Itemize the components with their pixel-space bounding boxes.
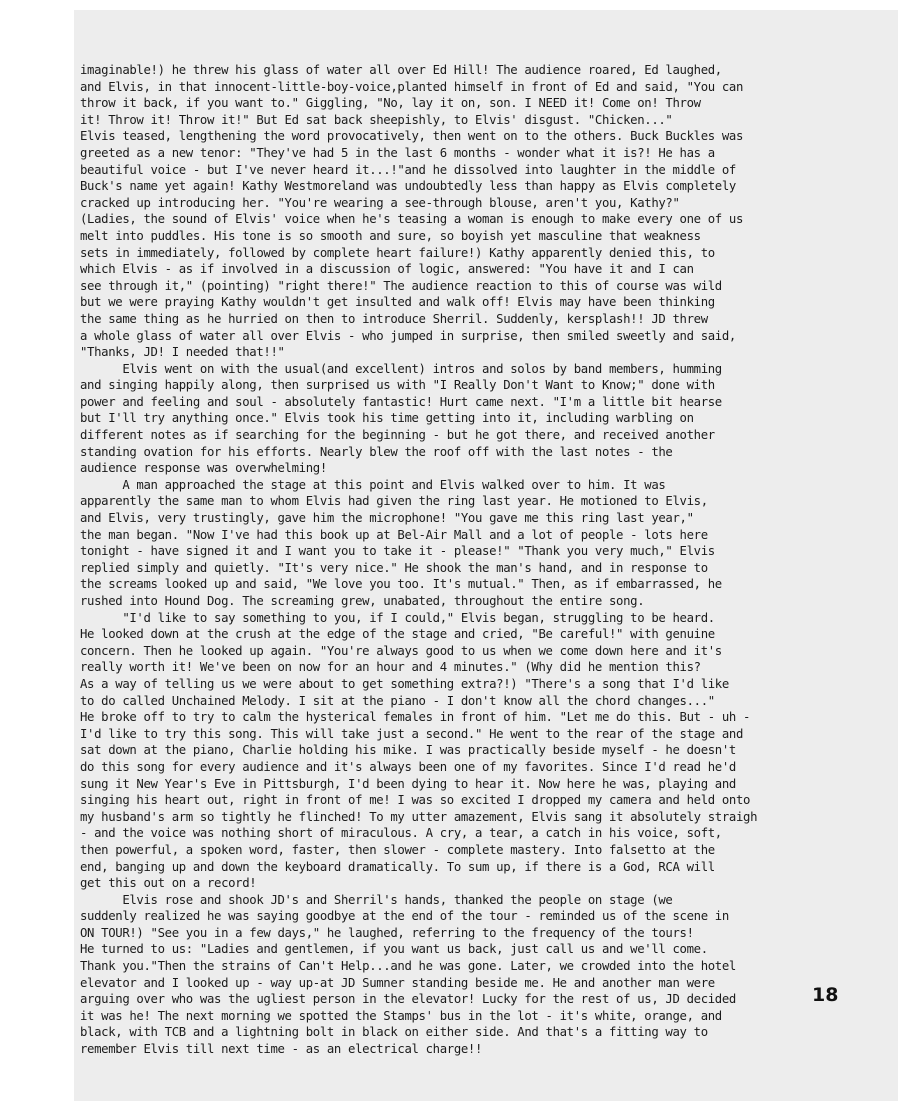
text-line: Elvis went on with the usual(and excellent) intros and solos by band members, humming [80, 361, 722, 376]
text-line: the screams looked up and said, "We love you too. It's mutual." Then, as if embarrassed, he [80, 577, 722, 592]
text-line: throw it back, if you want to." Giggling, "No, lay it on, son. I NEED it! Come on! Throw [80, 96, 701, 111]
text-line: Elvis teased, lengthening the word provocatively, then went on to the others. Buck Buckles was [80, 129, 744, 144]
text-line: elevator and I looked up - way up-at JD Sumner standing beside me. He and another man were [80, 975, 715, 990]
text-line: and Elvis, in that innocent-little-boy-voice,planted himself in front of Ed and said, "You can [80, 79, 744, 94]
text-line: singing his heart out, right in front of me! I was so excited I dropped my camera and held onto [80, 793, 751, 808]
text-line: "Thanks, JD! I needed that!!" [80, 345, 285, 360]
text-line: greeted as a new tenor: "They've had 5 in the last 6 months - wonder what it is?! He has a [80, 145, 715, 160]
text-line: my husband's arm so tightly he flinched! To my utter amazement, Elvis sang it absolutely straigh [80, 809, 758, 824]
text-line: but I'll try anything once." Elvis took his time getting into it, including warbling on [80, 411, 694, 426]
text-line: sets in immediately, followed by complete heart failure!) Kathy apparently denied this, to [80, 245, 715, 260]
text-line: He broke off to try to calm the hysterical females in front of him. "Let me do this. But - uh - [80, 710, 751, 725]
text-line: which Elvis - as if involved in a discussion of logic, answered: "You have it and I can [80, 262, 694, 277]
text-line: Elvis rose and shook JD's and Sherril's hands, thanked the people on stage (we [80, 892, 673, 907]
text-line: ON TOUR!) "See you in a few days," he laughed, referring to the frequency of the tours! [80, 925, 694, 940]
text-line: see through it," (pointing) "right there!" The audience reaction to this of course was wild [80, 278, 722, 293]
text-line: really worth it! We've been on now for an hour and 4 minutes." (Why did he mention this? [80, 660, 701, 675]
text-line: it was he! The next morning we spotted the Stamps' bus in the lot - it's white, orange, and [80, 1008, 722, 1023]
text-line: "I'd like to say something to you, if I could," Elvis began, struggling to be heard. [80, 610, 715, 625]
text-line: (Ladies, the sound of Elvis' voice when he's teasing a woman is enough to make every one of us [80, 212, 744, 227]
text-line: suddenly realized he was saying goodbye at the end of the tour - reminded us of the scene in [80, 909, 729, 924]
text-line: Thank you."Then the strains of Can't Help...and he was gone. Later, we crowded into the hotel [80, 959, 736, 974]
text-line: He looked down at the crush at the edge of the stage and cried, "Be careful!" with genuine [80, 627, 715, 642]
text-line: a whole glass of water all over Elvis - who jumped in surprise, then smiled sweetly and said, [80, 328, 736, 343]
text-line: end, banging up and down the keyboard dramatically. To sum up, if there is a God, RCA will [80, 859, 715, 874]
text-line: He turned to us: "Ladies and gentlemen, if you want us back, just call us and we'll come. [80, 942, 708, 957]
text-line: it! Throw it! Throw it!" But Ed sat back sheepishly, to Elvis' disgust. "Chicken..." [80, 112, 673, 127]
text-line: tonight - have signed it and I want you to take it - please!" "Thank you very much," Elvis [80, 544, 715, 559]
text-line: replied simply and quietly. "It's very nice." He shook the man's hand, and in response to [80, 560, 708, 575]
text-line: different notes as if searching for the beginning - but he got there, and received another [80, 428, 715, 443]
text-line: rushed into Hound Dog. The screaming grew, unabated, throughout the entire song. [80, 594, 645, 608]
text-line: and Elvis, very trustingly, gave him the microphone! "You gave me this ring last year," [80, 511, 694, 526]
text-line: cracked up introducing her. "You're wearing a see-through blouse, aren't you, Kathy?" [80, 195, 680, 210]
text-line: As a way of telling us we were about to get something extra?!) "There's a song that I'd like [80, 676, 729, 691]
text-line: but we were praying Kathy wouldn't get insulted and walk off! Elvis may have been thinking [80, 295, 715, 310]
text-line: apparently the same man to whom Elvis had given the ring last year. He motioned to Elvis, [80, 494, 708, 509]
text-line: the man began. "Now I've had this book up at Bel-Air Mall and a lot of people - lots here [80, 527, 708, 542]
text-line: standing ovation for his efforts. Nearly blew the roof off with the last notes - the [80, 444, 673, 459]
text-line: beautiful voice - but I've never heard it...!"and he dissolved into laughter in the middle of [80, 162, 736, 177]
text-line: then powerful, a spoken word, faster, then slower - complete mastery. Into falsetto at the [80, 842, 715, 857]
article-body [80, 62, 825, 1058]
text-line: get this out on a record! [80, 876, 257, 891]
text-line: sat down at the piano, Charlie holding his mike. I was practically beside myself - he doesn't [80, 743, 736, 758]
text-line: do this song for every audience and it's always been one of my favorites. Since I'd read he'd [80, 759, 736, 774]
text-line: A man approached the stage at this point and Elvis walked over to him. It was [80, 477, 666, 492]
text-line: melt into puddles. His tone is so smooth and sure, so boyish yet masculine that weakness [80, 228, 701, 243]
text-line: - and the voice was nothing short of miraculous. A cry, a tear, a catch in his voice, soft, [80, 826, 722, 841]
text-line: imaginable!) he threw his glass of water all over Ed Hill! The audience roared, Ed laughed, [80, 63, 722, 77]
text-line: sung it New Year's Eve in Pittsburgh, I'd been dying to hear it. Now here he was, playing and [80, 776, 736, 791]
text-line: remember Elvis till next time - as an electrical charge!! [80, 1042, 483, 1057]
text-line: to do called Unchained Melody. I sit at the piano - I don't know all the chord changes..." [80, 693, 715, 708]
text-line: the same thing as he hurried on then to introduce Sherril. Suddenly, kersplash!! JD threw [80, 311, 708, 326]
text-line: arguing over who was the ugliest person in the elevator! Lucky for the rest of us, JD decided [80, 992, 736, 1007]
text-line: black, with TCB and a lightning bolt in black on either side. And that's a fitting way to [80, 1025, 708, 1040]
text-line: power and feeling and soul - absolutely fantastic! Hurt came next. "I'm a little bit hearse [80, 394, 722, 409]
text-line: I'd like to try this song. This will take just a second." He went to the rear of the stage and [80, 726, 744, 741]
page-number: 18 [812, 984, 839, 1006]
text-line: and singing happily along, then surprised us with "I Really Don't Want to Know;" done with [80, 378, 715, 393]
text-line: Buck's name yet again! Kathy Westmoreland was undoubtedly less than happy as Elvis completely [80, 179, 736, 194]
text-line: audience response was overwhelming! [80, 461, 327, 476]
text-line: concern. Then he looked up again. "You're always good to us when we come down here and it's [80, 643, 722, 658]
